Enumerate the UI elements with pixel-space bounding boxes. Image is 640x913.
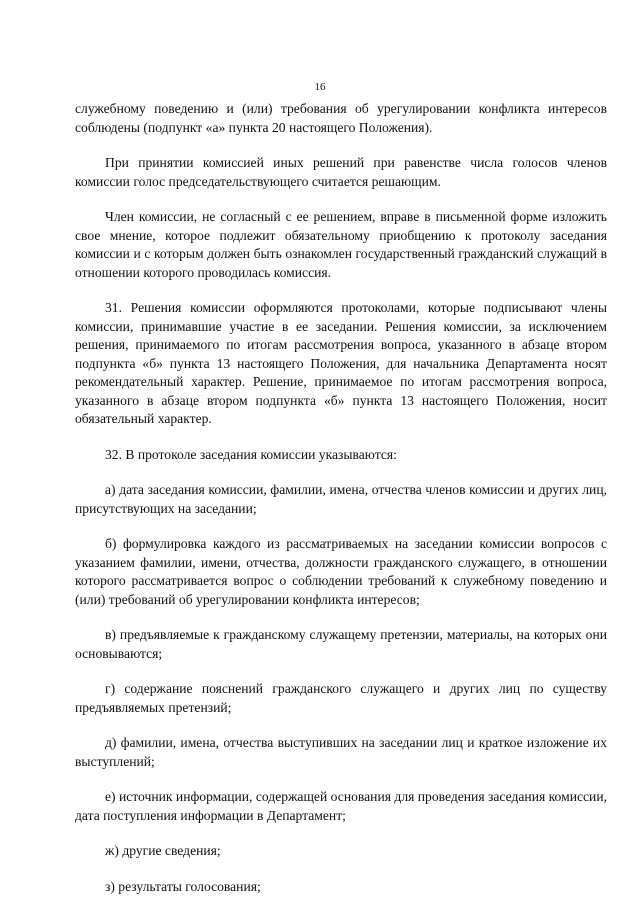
paragraph-dissent: Член комиссии, не согласный с ее решением, вправе в письменной форме изложить свое мнение, которое подлежит обязательному приобщению к протоколу заседания комиссии и с которым должен быть ознакомлен государственный гражданский служащий в отношении которого проводилась комиссия.: [75, 209, 607, 280]
list-item-e: е) источник информации, содержащей основания для проведения заседания комиссии, дата поступления информации в Департамент;: [75, 789, 607, 823]
list-item-v: в) предъявляемые к гражданскому служащему претензии, материалы, на которых они основываются;: [75, 627, 607, 661]
page-number: 16: [314, 81, 326, 93]
paragraph-continuation: служебному поведению и (или) требования об урегулировании конфликта интересов соблюдены (подпункт «а» пункта 20 настоящего Положения).: [75, 101, 607, 135]
list-item-zh: ж) другие сведения;: [105, 843, 221, 858]
paragraph-tie-vote: При принятии комиссией иных решений при равенстве числа голосов членов комиссии голос председательствующего считается решающим.: [75, 155, 607, 189]
document-body: [75, 100, 607, 913]
list-item-a: а) дата заседания комиссии, фамилии, имена, отчества членов комиссии и других лиц, присутствующих на заседании;: [75, 482, 607, 516]
list-item-d: д) фамилии, имена, отчества выступивших на заседании лиц и краткое изложение их выступлений;: [75, 735, 607, 769]
paragraph-item-31: 31. Решения комиссии оформляются протоколами, которые подписывают члены комиссии, принимавшие участие в ее заседании. Решения комиссии, за исключением решения, принимаемого по итогам рассмотрения вопроса, указанного в абзаце втором подпункта «б» пункта 13 настоящего Положения, для начальника Департамента носят рекомендательный характер. Решение, принимаемое по итогам рассмотрения вопроса, указанного в абзаце втором подпункта «б» пункта 13 настоящего Положения, носит обязательный характер.: [75, 300, 607, 426]
list-item-b: б) формулировка каждого из рассматриваемых на заседании комиссии вопросов с указанием фамилии, имени, отчества, должности гражданского служащего, в отношении которого рассматривается вопрос о соблюдении требований к служебному поведению и (или) требований об урегулировании конфликта интересов;: [75, 536, 607, 607]
paragraph-item-32: 32. В протоколе заседания комиссии указываются:: [105, 446, 397, 462]
list-item-g: г) содержание пояснений гражданского служащего и других лиц по существу предъявляемых претензий;: [75, 681, 607, 715]
list-item-z: з) результаты голосования;: [105, 878, 261, 894]
